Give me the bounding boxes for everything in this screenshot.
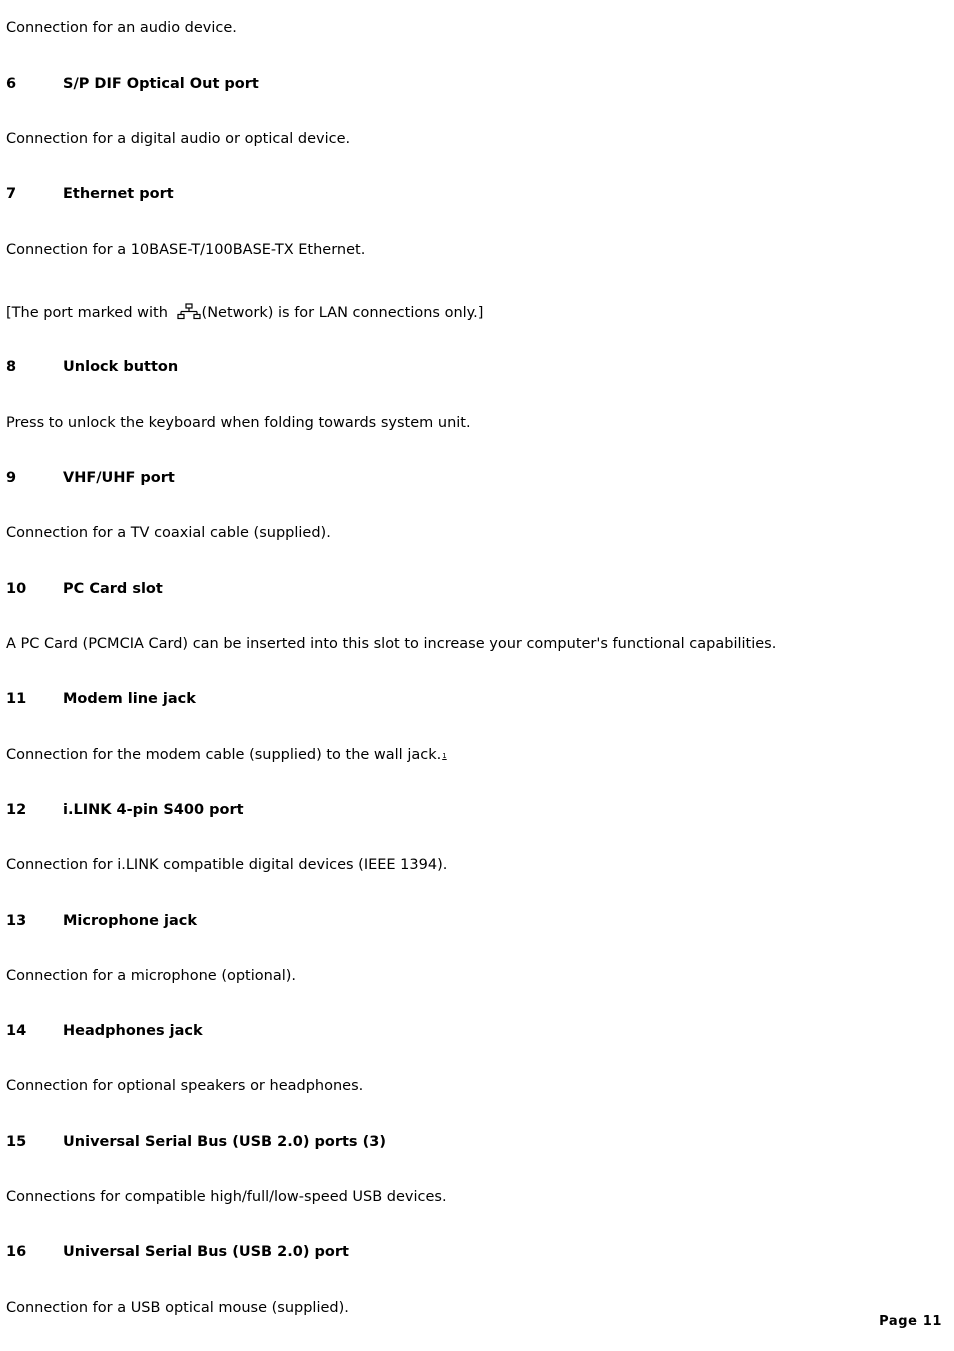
item-description: Connection for optional speakers or headphones. xyxy=(6,1078,364,1094)
item-description: Connection for a USB optical mouse (supplied). xyxy=(6,1300,349,1316)
network-icon xyxy=(177,303,201,326)
item-heading xyxy=(6,912,197,930)
item-heading xyxy=(6,75,259,93)
item-title: i.LINK 4-pin S400 port xyxy=(63,802,244,818)
item-description: Connection for a TV coaxial cable (supplied). xyxy=(6,525,331,541)
intro-text: Connection for an audio device. xyxy=(6,20,237,36)
item-number: 15 xyxy=(6,1134,27,1150)
item-heading xyxy=(6,1022,203,1040)
note-text-after: (Network) is for LAN connections only.] xyxy=(201,305,484,321)
note-text-before: [The port marked with xyxy=(6,305,173,321)
item-number: 14 xyxy=(6,1023,27,1039)
item-number: 7 xyxy=(6,186,17,202)
item-number: 13 xyxy=(6,913,27,929)
item-description: Connection for a microphone (optional). xyxy=(6,968,297,984)
item-description: Connection for a digital audio or optical device. xyxy=(6,131,351,147)
item-number: 6 xyxy=(6,76,17,92)
item-title: PC Card slot xyxy=(63,581,163,597)
page-number: Page 11 xyxy=(879,1314,942,1329)
item-title: Headphones jack xyxy=(63,1023,203,1039)
item-title: Modem line jack xyxy=(63,691,196,707)
footnote-link[interactable]: 1 xyxy=(442,752,447,760)
item-heading xyxy=(6,469,175,487)
item-title: Universal Serial Bus (USB 2.0) port xyxy=(63,1244,349,1260)
item-title: Unlock button xyxy=(63,359,179,375)
item-description: Connection for i.LINK compatible digital devices (IEEE 1394). xyxy=(6,857,448,873)
item-heading xyxy=(6,801,244,819)
item-heading xyxy=(6,690,196,708)
item-number: 11 xyxy=(6,691,27,707)
item-description-text: Connection for the modem cable (supplied) to the wall jack. xyxy=(6,747,442,763)
item-heading xyxy=(6,185,174,203)
item-number: 10 xyxy=(6,581,27,597)
item-title: S/P DIF Optical Out port xyxy=(63,76,259,92)
item-number: 8 xyxy=(6,359,17,375)
item-heading xyxy=(6,1243,349,1261)
item-number: 16 xyxy=(6,1244,27,1260)
item-description xyxy=(6,746,447,765)
item-number: 9 xyxy=(6,470,17,486)
item-note xyxy=(6,303,483,326)
item-heading xyxy=(6,1133,386,1151)
item-title: Microphone jack xyxy=(63,913,197,929)
item-description: Connections for compatible high/full/low-speed USB devices. xyxy=(6,1189,447,1205)
item-heading xyxy=(6,358,178,376)
item-description: Press to unlock the keyboard when folding towards system unit. xyxy=(6,415,471,431)
item-title: Universal Serial Bus (USB 2.0) ports (3) xyxy=(63,1134,386,1150)
item-description: A PC Card (PCMCIA Card) can be inserted into this slot to increase your computer's functional capabilities. xyxy=(6,636,777,652)
item-title: VHF/UHF port xyxy=(63,470,175,486)
item-number: 12 xyxy=(6,802,27,818)
item-title: Ethernet port xyxy=(63,186,174,202)
item-description: Connection for a 10BASE-T/100BASE-TX Ethernet. xyxy=(6,242,366,258)
item-heading xyxy=(6,580,163,598)
